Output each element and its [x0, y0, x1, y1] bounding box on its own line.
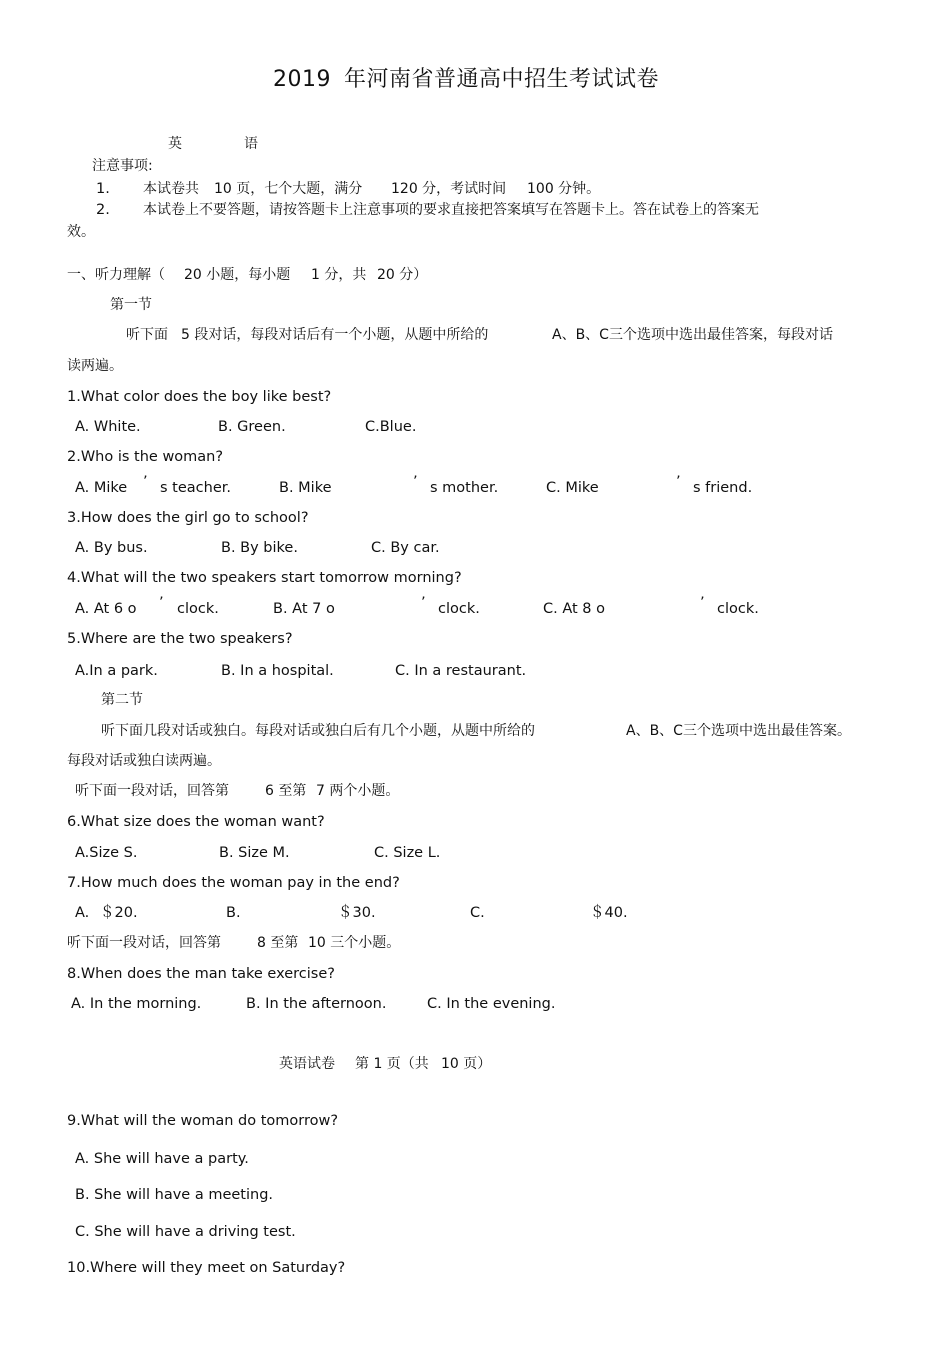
part1-heading-c: 1 分，共	[311, 267, 367, 283]
question-6: 6.What size does the woman want?	[67, 814, 325, 830]
dialog-8-10-intro-b: 8 至第	[257, 935, 299, 951]
question-5-option-a: A.In a park.	[75, 663, 158, 679]
question-7-option-c-value: ＄40.	[590, 905, 628, 921]
notice-item-1-number: 1.	[96, 181, 110, 197]
question-5-option-b: B. In a hospital.	[221, 663, 334, 679]
question-8-option-a: A. In the morning.	[71, 996, 202, 1012]
section1-label: 第一节	[110, 297, 152, 313]
question-4-option-c-apostrophe: ’	[700, 595, 705, 611]
question-5: 5.Where are the two speakers?	[67, 631, 293, 647]
question-1-option-a: A. White.	[75, 419, 141, 435]
question-4-option-a-apostrophe: ’	[159, 595, 164, 611]
section2-instruction-c: 每段对话或独白读两遍。	[67, 753, 221, 769]
question-4-option-a-start: A. At 6 o	[75, 601, 137, 617]
question-2-option-b-apostrophe: ’	[413, 474, 418, 490]
question-7-option-a-value: ＄20.	[100, 905, 138, 921]
question-7-option-b-value: ＄30.	[338, 905, 376, 921]
question-2-option-b-start: B. Mike	[279, 480, 332, 496]
notice-heading: 注意事项:	[92, 158, 153, 174]
question-2: 2.Who is the woman?	[67, 449, 224, 465]
question-4-option-b-apostrophe: ’	[421, 595, 426, 611]
title-year: 2019	[273, 67, 331, 92]
question-1-option-c: C.Blue.	[365, 419, 417, 435]
question-8-option-c: C. In the evening.	[427, 996, 556, 1012]
section1-instruction-d: 读两遍。	[67, 358, 123, 374]
subject-char-1: 英	[168, 136, 182, 152]
section1-instruction-c: A、B、C三个选项中选出最佳答案，每段对话	[552, 327, 833, 343]
question-2-option-b-end: s mother.	[430, 480, 499, 496]
question-9: 9.What will the woman do tomorrow?	[67, 1113, 339, 1129]
question-4-option-c-end: clock.	[717, 601, 759, 617]
page-footer-total: 10 页）	[441, 1056, 492, 1072]
question-4-option-c-start: C. At 8 o	[543, 601, 606, 617]
question-7-option-b-label: B.	[226, 905, 241, 921]
question-3-option-c: C. By car.	[371, 540, 440, 556]
question-3-option-b: B. By bike.	[221, 540, 298, 556]
question-6-option-c: C. Size L.	[374, 845, 441, 861]
question-6-option-a: A.Size S.	[75, 845, 138, 861]
question-5-option-c: C. In a restaurant.	[395, 663, 527, 679]
dialog-8-10-intro-c: 10 三个小题。	[308, 935, 401, 951]
notice-item-2-number: 2.	[96, 202, 110, 218]
question-1-option-b: B. Green.	[218, 419, 286, 435]
section2-instruction-a: 听下面几段对话或独白。每段对话或独白后有几个小题，从题中所给的	[101, 723, 535, 739]
question-3: 3.How does the girl go to school?	[67, 510, 309, 526]
question-2-option-c-apostrophe: ’	[676, 474, 681, 490]
question-9-option-c: C. She will have a driving test.	[75, 1224, 296, 1240]
dialog-6-7-intro-a: 听下面一段对话，回答第	[75, 783, 229, 799]
question-4: 4.What will the two speakers start tomorrow morning?	[67, 570, 462, 586]
subject-char-2: 语	[244, 136, 258, 152]
page-footer-subject: 英语试卷	[279, 1056, 335, 1072]
page-title: 年河南省普通高中招生考试试卷	[344, 67, 660, 92]
part1-heading-b: 20 小题，每小题	[184, 267, 291, 283]
question-9-option-a: A. She will have a party.	[75, 1151, 249, 1167]
part1-heading-a: 一、听力理解（	[67, 267, 165, 283]
question-4-option-b-end: clock.	[438, 601, 480, 617]
question-2-option-a-end: s teacher.	[160, 480, 231, 496]
notice-item-1-part-c: 120 分，考试时间	[391, 181, 507, 197]
dialog-6-7-intro-b: 6 至第	[265, 783, 307, 799]
question-7-option-c-label: C.	[470, 905, 485, 921]
question-7: 7.How much does the woman pay in the end?	[67, 875, 400, 891]
question-9-option-b: B. She will have a meeting.	[75, 1187, 274, 1203]
notice-item-1-part-d: 100 分钟。	[527, 181, 601, 197]
question-2-option-c-end: s friend.	[693, 480, 753, 496]
question-2-option-a-apostrophe: ’	[143, 474, 148, 490]
question-2-option-a-start: A. Mike	[75, 480, 128, 496]
section1-instruction-a: 听下面	[126, 327, 168, 343]
question-8: 8.When does the man take exercise?	[67, 966, 335, 982]
notice-item-1-part-b: 10 页，七个大题，满分	[214, 181, 363, 197]
section2-label: 第二节	[101, 692, 143, 708]
question-1: 1.What color does the boy like best?	[67, 389, 332, 405]
section1-instruction-b: 5 段对话，每段对话后有一个小题，从题中所给的	[181, 327, 489, 343]
question-4-option-b-start: B. At 7 o	[273, 601, 335, 617]
page-footer-page: 第 1 页（共	[355, 1056, 429, 1072]
question-8-option-b: B. In the afternoon.	[246, 996, 387, 1012]
question-10: 10.Where will they meet on Saturday?	[67, 1260, 346, 1276]
notice-item-1-part-a: 本试卷共	[143, 181, 199, 197]
question-2-option-c-start: C. Mike	[546, 480, 599, 496]
notice-item-2-continuation: 效。	[67, 224, 95, 240]
question-3-option-a: A. By bus.	[75, 540, 148, 556]
notice-item-2-text: 本试卷上不要答题，请按答题卡上注意事项的要求直接把答案填写在答题卡上。答在试卷上的答案无	[143, 202, 759, 218]
part1-heading-d: 20 分）	[377, 267, 428, 283]
dialog-8-10-intro-a: 听下面一段对话，回答第	[67, 935, 221, 951]
question-4-option-a-end: clock.	[177, 601, 219, 617]
question-7-option-a-label: A.	[75, 905, 90, 921]
dialog-6-7-intro-c: 7 两个小题。	[316, 783, 400, 799]
section2-instruction-b: A、B、C三个选项中选出最佳答案。	[626, 723, 851, 739]
question-6-option-b: B. Size M.	[219, 845, 290, 861]
